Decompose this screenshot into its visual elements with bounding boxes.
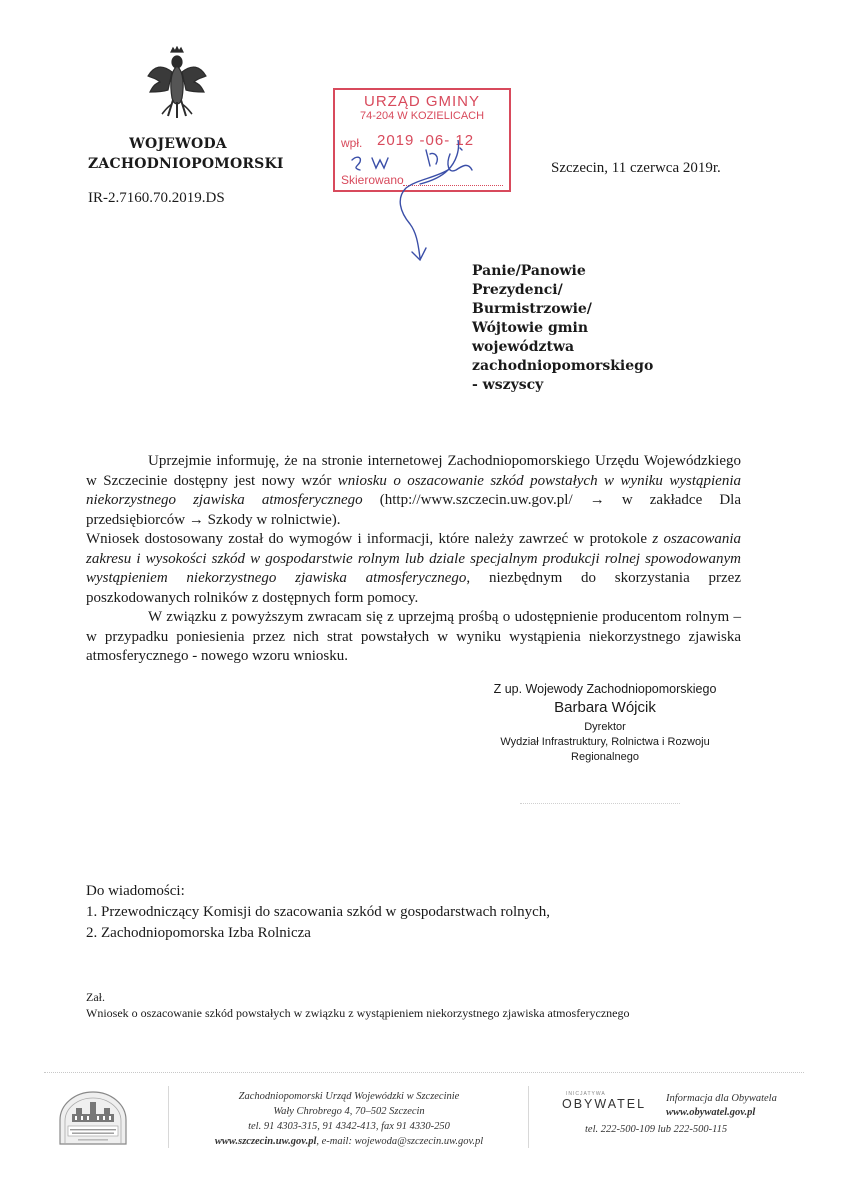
signature-position: Dyrektor — [584, 721, 626, 733]
office-building-seal-icon — [56, 1090, 130, 1146]
office-phones: tel. 91 4303-315, 91 4342-413, fax 91 4330-250 — [248, 1121, 450, 1132]
addressee-line: Wójtowie gmin — [472, 320, 589, 336]
stamp-received-label: wpł. — [341, 136, 363, 150]
obywatel-wordmark: OBYWATEL — [562, 1097, 647, 1111]
office-web-line — [178, 1134, 520, 1149]
signature-on-behalf: Z up. Wojewody Zachodniopomorskiego — [493, 682, 717, 696]
stamp-address: 74-204 W KOZIELICACH — [359, 110, 485, 122]
office-email: , e-mail: wojewoda@szczecin.uw.gov.pl — [316, 1136, 484, 1147]
annex-heading: Zał. — [86, 990, 105, 1004]
addressee-block — [472, 262, 653, 395]
footer-separator — [528, 1086, 529, 1148]
signature-name: Barbara Wójcik — [554, 699, 656, 716]
annex-block — [86, 989, 630, 1021]
addressee-line: zachodniopomorskiego — [472, 358, 654, 374]
footer-separator — [168, 1086, 169, 1148]
addressee-line: Prezydenci/ — [472, 282, 563, 298]
notify-item: 2. Zachodniopomorska Izba Rolnicza — [86, 925, 311, 941]
obywatel-tagline: INICJATYWA — [566, 1091, 606, 1097]
stamp-received-date: 2019 -06- 12 — [377, 132, 475, 149]
authority-line-2: ZACHODNIOPOMORSKI — [88, 156, 284, 172]
notify-item: 1. Przewodniczący Komisji do szacowania szkód w gospodarstwach rolnych, — [86, 904, 551, 920]
addressee-line: - wszyscy — [472, 377, 544, 393]
addressee-line: Panie/Panowie — [472, 263, 586, 279]
stamp-office: URZĄD GMINY — [364, 93, 480, 110]
form-title-italic: wniosku o oszacowanie szkód powstałych w wyniku wystąpienia niekorzystnego zjawiska atmosferycznego — [86, 472, 741, 508]
office-contact — [178, 1089, 520, 1149]
office-address: Wały Chrobrego 4, 70–502 Szczecin — [273, 1106, 425, 1117]
body-paragraph-1: Uprzejmie informuję, że na stronie internetowej Zachodniopomorskiego Urzędu Wojewódzkiego w Szczecinie dostępny jest nowy wzór wniosku o oszacowanie szkód powstałych w wyniku wystąpienia niekorzystnego zjawiska atmosferycznego (http://www.szczecin.uw.gov.pl/ → w zakładce Dla przedsiębiorców → Szkody w rolnictwie). — [86, 453, 741, 528]
office-name: Zachodniopomorski Urząd Wojewódzki w Szczecinie — [238, 1091, 460, 1102]
reference-number: IR-2.7160.70.2019.DS — [88, 190, 225, 206]
signature-dotted-line — [520, 803, 680, 804]
letter-body — [86, 452, 741, 667]
addressee-line: Burmistrzowie/ — [472, 301, 592, 317]
body-paragraph-2: Wniosek dostosowany został do wymogów i informacji, które należy zawrzeć w protokole z oszacowania zakresu i wysokości szkód w gospodarstwie rolnym lub dziale specjalnym produkcji rolnej spowodowanym wystąpieniem niekorzystnego zjawiska atmosferycznego, niezbędnym do skorzystania przez poszkodowanych rolników z dostępnych form pomocy. — [86, 531, 742, 606]
authority-line-1: WOJEWODA — [129, 136, 227, 152]
place-and-date: Szczecin, 11 czerwca 2019r. — [551, 160, 721, 176]
obywatel-info-label: Informacja dla Obywatela — [666, 1093, 777, 1104]
handwritten-annotation — [330, 140, 500, 270]
obywatel-website-link[interactable]: www.obywatel.gov.pl — [666, 1107, 756, 1118]
authority-name — [88, 134, 284, 174]
stamp-routed-label: Skierowano — [341, 173, 404, 187]
signature-department: Wydział Infrastruktury, Rolnictwa i Rozwoju — [500, 736, 710, 748]
notify-heading: Do wiadomości: — [86, 883, 185, 899]
addressee-line: województwa — [472, 339, 575, 355]
footer-divider — [44, 1072, 804, 1073]
obywatel-logo — [562, 1091, 658, 1111]
notify-block — [86, 881, 550, 944]
office-website-link[interactable]: www.szczecin.uw.gov.pl — [214, 1136, 317, 1147]
annex-text: Wniosek o oszacowanie szkód powstałych w związku z wystąpieniem niekorzystnego zjawiska atmosferycznego — [86, 1006, 630, 1020]
obywatel-info — [666, 1092, 777, 1120]
body-paragraph-3: W związku z powyższym zwracam się z uprzejmą prośbą o udostępnienie producentom rolnym – w przypadku poniesienia przez nich strat powstałych w wyniku wystąpienia niekorzystnego zjawiska atmosferycznego - nowego wzoru wniosku. — [86, 609, 741, 664]
protocol-title-italic: z oszacowania zakresu i wysokości szkód w gospodarstwie rolnym lub dziale specjalnym produkcji rolnej spowodowanym wystąpieniem niekorzystnego zjawiska atmosferycznego — [86, 531, 742, 586]
obywatel-phone: tel. 222-500-109 lub 222-500-115 — [585, 1124, 728, 1135]
polish-eagle-emblem-icon — [146, 46, 208, 124]
signature-block — [480, 680, 730, 765]
signature-department-cont: Regionalnego — [571, 751, 639, 763]
